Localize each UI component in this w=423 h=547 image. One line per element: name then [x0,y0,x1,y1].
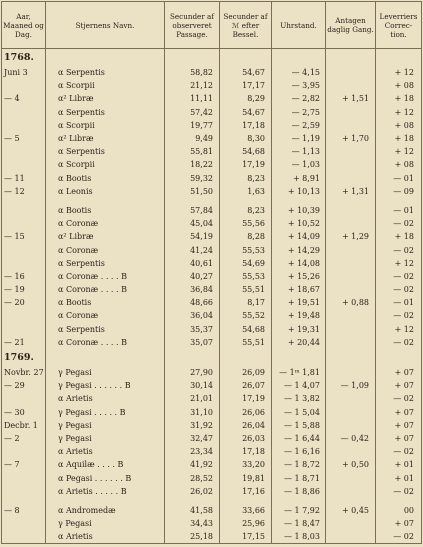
clock-error-cell: + 19,48 [272,309,326,322]
observed-seconds-cell: 25,18 [165,530,220,544]
date-cell [2,204,46,217]
daily-rate-cell [326,79,376,92]
date-cell: — 5 [2,132,46,145]
daily-rate-cell [326,243,376,256]
observed-seconds-cell: 40,27 [165,270,220,283]
table-row [2,296,422,309]
bessel-seconds-cell: 8,23 [220,172,272,185]
clock-error-cell: — 2,82 [272,92,326,105]
table-row [2,243,422,256]
date-cell: Novbr. 27 [2,366,46,379]
date-cell [2,257,46,270]
table-row [2,432,422,445]
daily-rate-cell: + 1,29 [326,230,376,243]
correction-cell: — 09 [376,185,422,198]
bessel-seconds-cell: 54,69 [220,257,272,270]
observed-seconds-cell: 41,24 [165,243,220,256]
star-name-cell: α Serpentis [46,145,165,158]
empty-cell [272,349,326,366]
clock-error-cell: + 19,51 [272,296,326,309]
clock-error-cell: — 1,19 [272,132,326,145]
observed-seconds-cell: 9,49 [165,132,220,145]
daily-rate-cell: + 1,70 [326,132,376,145]
daily-rate-cell [326,283,376,296]
clock-error-cell: + 20,44 [272,336,326,349]
observed-seconds-cell: 36,04 [165,309,220,322]
correction-cell: — 02 [376,392,422,405]
bessel-seconds-cell: 17,17 [220,79,272,92]
correction-cell: + 08 [376,158,422,171]
correction-cell: + 01 [376,471,422,484]
clock-error-cell: — 2,75 [272,106,326,119]
date-cell [2,471,46,484]
star-name-cell: γ Pegasi [46,366,165,379]
empty-cell [326,49,376,67]
date-cell: — 20 [2,296,46,309]
date-cell: — 11 [2,172,46,185]
clock-error-cell: — 1 8,86 [272,485,326,498]
transit-table [1,1,422,544]
table-row [2,392,422,405]
date-cell [2,323,46,336]
daily-rate-cell [326,270,376,283]
observed-seconds-cell: 19,77 [165,119,220,132]
date-cell: — 7 [2,458,46,471]
bessel-seconds-cell: 17,18 [220,445,272,458]
bessel-seconds-cell: 19,81 [220,471,272,484]
correction-cell: + 12 [376,257,422,270]
clock-error-cell: — 1,03 [272,158,326,171]
table-row [2,458,422,471]
bessel-seconds-cell: 33,20 [220,458,272,471]
star-name-cell: α Serpentis [46,66,165,79]
bessel-seconds-cell: 54,68 [220,323,272,336]
date-cell: — 15 [2,230,46,243]
daily-rate-cell [326,145,376,158]
header-bessel: Secunder af ℳ efter Bessel. [220,2,272,49]
star-name-cell: α² Libræ [46,230,165,243]
correction-cell: + 08 [376,79,422,92]
clock-error-cell: + 10,13 [272,185,326,198]
daily-rate-cell [326,309,376,322]
table-row [2,217,422,230]
observed-seconds-cell: 11,11 [165,92,220,105]
bessel-seconds-cell: 25,96 [220,517,272,530]
year-label: 1769. [2,349,46,366]
empty-cell [46,49,165,67]
daily-rate-cell: — 1,09 [326,379,376,392]
correction-cell: + 18 [376,92,422,105]
daily-rate-cell: + 0,88 [326,296,376,309]
date-cell [2,145,46,158]
daily-rate-cell [326,366,376,379]
clock-error-cell: + 14,29 [272,243,326,256]
star-name-cell: γ Pegasi . . . . . . B [46,379,165,392]
correction-cell: — 02 [376,243,422,256]
daily-rate-cell [326,530,376,544]
table-row [2,92,422,105]
date-cell: — 2 [2,432,46,445]
bessel-seconds-cell: 17,16 [220,485,272,498]
bessel-seconds-cell: 55,53 [220,243,272,256]
bessel-seconds-cell: 8,17 [220,296,272,309]
empty-cell [220,49,272,67]
date-cell: — 4 [2,92,46,105]
table-row [2,530,422,544]
star-name-cell: γ Pegasi [46,517,165,530]
year-row [2,349,422,366]
correction-cell: — 01 [376,296,422,309]
bessel-seconds-cell: 26,07 [220,379,272,392]
clock-error-cell: + 10,39 [272,204,326,217]
observed-seconds-cell: 51,50 [165,185,220,198]
daily-rate-cell: — 0,42 [326,432,376,445]
clock-error-cell: + 14,09 [272,230,326,243]
daily-rate-cell [326,158,376,171]
clock-error-cell: — 1ᵐ 1,81 [272,366,326,379]
header-date: Aar, Maaned og Dag. [2,2,46,49]
correction-cell: + 07 [376,379,422,392]
star-name-cell: α Arietis [46,530,165,544]
table-row [2,66,422,79]
empty-cell [376,49,422,67]
correction-cell: — 02 [376,445,422,458]
table-row [2,309,422,322]
daily-rate-cell [326,517,376,530]
clock-error-cell: + 8,91 [272,172,326,185]
star-name-cell: α Serpentis [46,106,165,119]
daily-rate-cell: + 1,31 [326,185,376,198]
observed-seconds-cell: 28,52 [165,471,220,484]
bessel-seconds-cell: 54,67 [220,66,272,79]
daily-rate-cell [326,172,376,185]
empty-cell [376,349,422,366]
correction-cell: + 18 [376,132,422,145]
star-name-cell: α² Libræ [46,92,165,105]
daily-rate-cell [326,392,376,405]
bessel-seconds-cell: 55,52 [220,309,272,322]
clock-error-cell: — 1 6,16 [272,445,326,458]
clock-error-cell: — 1 5,04 [272,406,326,419]
bessel-seconds-cell: 17,15 [220,530,272,544]
star-name-cell: γ Pegasi [46,419,165,432]
correction-cell: + 07 [376,432,422,445]
observed-seconds-cell: 40,61 [165,257,220,270]
observed-seconds-cell: 57,42 [165,106,220,119]
daily-rate-cell [326,204,376,217]
table-row [2,517,422,530]
correction-cell: — 01 [376,204,422,217]
correction-cell: — 02 [376,530,422,544]
date-cell: — 16 [2,270,46,283]
observed-seconds-cell: 21,12 [165,79,220,92]
clock-error-cell: — 1 8,47 [272,517,326,530]
date-cell: Decbr. 1 [2,419,46,432]
correction-cell: + 18 [376,230,422,243]
observed-seconds-cell: 57,84 [165,204,220,217]
observed-seconds-cell: 31,92 [165,419,220,432]
daily-rate-cell [326,471,376,484]
star-name-cell: α Arietis [46,392,165,405]
observed-seconds-cell: 41,58 [165,504,220,517]
bessel-seconds-cell: 1,63 [220,185,272,198]
bessel-seconds-cell: 55,51 [220,336,272,349]
bessel-seconds-cell: 8,30 [220,132,272,145]
correction-cell: — 02 [376,309,422,322]
star-name-cell: α Arietis . . . . . B [46,485,165,498]
empty-cell [272,49,326,67]
table-body [2,49,422,544]
correction-cell: + 07 [376,406,422,419]
correction-cell: + 12 [376,145,422,158]
table-row [2,119,422,132]
star-name-cell: α Arietis [46,445,165,458]
date-cell [2,485,46,498]
observed-seconds-cell: 32,47 [165,432,220,445]
bessel-seconds-cell: 17,19 [220,392,272,405]
table-row [2,158,422,171]
table-row [2,445,422,458]
table-row [2,336,422,349]
star-name-cell: α Scorpii [46,79,165,92]
empty-cell [326,349,376,366]
star-name-cell: α² Libræ [46,132,165,145]
bessel-seconds-cell: 26,09 [220,366,272,379]
table-row [2,185,422,198]
correction-cell: + 12 [376,106,422,119]
date-cell: — 12 [2,185,46,198]
star-name-cell: γ Pegasi . . . . . B [46,406,165,419]
header-clock: Uhrstand. [272,2,326,49]
empty-cell [165,349,220,366]
clock-error-cell: + 14,08 [272,257,326,270]
observed-seconds-cell: 55,81 [165,145,220,158]
star-name-cell: γ Pegasi [46,432,165,445]
clock-error-cell: + 15,26 [272,270,326,283]
observed-seconds-cell: 54,19 [165,230,220,243]
correction-cell: — 01 [376,172,422,185]
date-cell: — 30 [2,406,46,419]
star-name-cell: α Pegasi . . . . . . B [46,471,165,484]
star-name-cell: α Aquilæ . . . . B [46,458,165,471]
star-name-cell: α Serpentis [46,257,165,270]
table-row [2,79,422,92]
table-row [2,132,422,145]
correction-cell: 00 [376,504,422,517]
observed-seconds-cell: 59,32 [165,172,220,185]
year-label: 1768. [2,49,46,67]
date-cell: — 29 [2,379,46,392]
bessel-seconds-cell: 17,19 [220,158,272,171]
clock-error-cell: — 1 3,82 [272,392,326,405]
table-row [2,379,422,392]
correction-cell: + 07 [376,366,422,379]
bessel-seconds-cell: 8,29 [220,92,272,105]
correction-cell: — 02 [376,283,422,296]
clock-error-cell: — 1 7,92 [272,504,326,517]
daily-rate-cell [326,419,376,432]
star-name-cell: α Serpentis [46,323,165,336]
table-row [2,270,422,283]
clock-error-cell: — 2,59 [272,119,326,132]
star-name-cell: α Scorpii [46,119,165,132]
star-name-cell: α Coronæ . . . . B [46,283,165,296]
observed-seconds-cell: 27,90 [165,366,220,379]
correction-cell: + 12 [376,323,422,336]
bessel-seconds-cell: 33,66 [220,504,272,517]
bessel-seconds-cell: 8,28 [220,230,272,243]
date-cell: — 21 [2,336,46,349]
table-row [2,230,422,243]
clock-error-cell: — 4,15 [272,66,326,79]
daily-rate-cell [326,445,376,458]
star-name-cell: α Coronæ [46,309,165,322]
observed-seconds-cell: 58,82 [165,66,220,79]
observed-seconds-cell: 45,04 [165,217,220,230]
date-cell [2,217,46,230]
correction-cell: — 02 [376,270,422,283]
clock-error-cell: — 1 8,03 [272,530,326,544]
empty-cell [46,349,165,366]
star-name-cell: α Coronæ [46,243,165,256]
date-cell [2,392,46,405]
observed-seconds-cell: 36,84 [165,283,220,296]
observed-seconds-cell: 34,43 [165,517,220,530]
bessel-seconds-cell: 26,03 [220,432,272,445]
bessel-seconds-cell: 8,23 [220,204,272,217]
observed-seconds-cell: 30,14 [165,379,220,392]
table-row [2,504,422,517]
correction-cell: — 02 [376,485,422,498]
clock-error-cell: — 1 6,44 [272,432,326,445]
year-row [2,49,422,67]
clock-error-cell: — 1 8,71 [272,471,326,484]
header-correction: Leverriers Correc-tion. [376,2,422,49]
star-name-cell: α Coronæ [46,217,165,230]
daily-rate-cell [326,257,376,270]
correction-cell: + 07 [376,517,422,530]
clock-error-cell: + 10,52 [272,217,326,230]
header-row [2,2,422,49]
date-cell [2,243,46,256]
daily-rate-cell [326,106,376,119]
header-observed: Secunder af observeret Passage. [165,2,220,49]
bessel-seconds-cell: 54,67 [220,106,272,119]
table-row [2,485,422,498]
empty-cell [220,349,272,366]
table-row [2,323,422,336]
correction-cell: — 02 [376,217,422,230]
date-cell [2,309,46,322]
daily-rate-cell [326,66,376,79]
daily-rate-cell [326,323,376,336]
table-row [2,204,422,217]
table-row [2,145,422,158]
bessel-seconds-cell: 55,53 [220,270,272,283]
date-cell [2,158,46,171]
observed-seconds-cell: 41,92 [165,458,220,471]
star-name-cell: α Bootis [46,172,165,185]
date-cell: — 19 [2,283,46,296]
star-name-cell: α Bootis [46,204,165,217]
observed-seconds-cell: 26,02 [165,485,220,498]
date-cell: — 8 [2,504,46,517]
clock-error-cell: + 19,31 [272,323,326,336]
correction-cell: + 12 [376,66,422,79]
table-row [2,406,422,419]
bessel-seconds-cell: 55,51 [220,283,272,296]
table-row [2,106,422,119]
correction-cell: + 08 [376,119,422,132]
table-row [2,471,422,484]
clock-error-cell: — 3,95 [272,79,326,92]
star-name-cell: α Scorpii [46,158,165,171]
observed-seconds-cell: 35,37 [165,323,220,336]
observed-seconds-cell: 21,01 [165,392,220,405]
bessel-seconds-cell: 17,18 [220,119,272,132]
star-name-cell: α Coronæ . . . . B [46,336,165,349]
clock-error-cell: — 1 5,88 [272,419,326,432]
observed-seconds-cell: 35,07 [165,336,220,349]
date-cell: Juni 3 [2,66,46,79]
date-cell [2,530,46,544]
correction-cell: + 07 [376,419,422,432]
clock-error-cell: — 1 8,72 [272,458,326,471]
observed-seconds-cell: 48,66 [165,296,220,309]
daily-rate-cell [326,336,376,349]
table-row [2,366,422,379]
date-cell [2,106,46,119]
observed-seconds-cell: 31,10 [165,406,220,419]
header-rate: Antagen daglig Gang. [326,2,376,49]
daily-rate-cell [326,119,376,132]
correction-cell: + 01 [376,458,422,471]
date-cell [2,79,46,92]
daily-rate-cell: + 1,51 [326,92,376,105]
star-name-cell: α Bootis [46,296,165,309]
daily-rate-cell: + 0,50 [326,458,376,471]
date-cell [2,445,46,458]
observed-seconds-cell: 18,22 [165,158,220,171]
bessel-seconds-cell: 26,04 [220,419,272,432]
daily-rate-cell [326,485,376,498]
header-star: Stjernens Navn. [46,2,165,49]
date-cell [2,517,46,530]
empty-cell [165,49,220,67]
clock-error-cell: — 1,13 [272,145,326,158]
daily-rate-cell [326,217,376,230]
table-row [2,257,422,270]
table-row [2,283,422,296]
table-row [2,419,422,432]
daily-rate-cell [326,406,376,419]
bessel-seconds-cell: 55,56 [220,217,272,230]
clock-error-cell: + 18,67 [272,283,326,296]
date-cell [2,119,46,132]
table-row [2,172,422,185]
correction-cell: — 02 [376,336,422,349]
observed-seconds-cell: 23,34 [165,445,220,458]
star-name-cell: α Coronæ . . . . B [46,270,165,283]
bessel-seconds-cell: 54,68 [220,145,272,158]
star-name-cell: α Leonis [46,185,165,198]
bessel-seconds-cell: 26,06 [220,406,272,419]
star-name-cell: α Andromedæ [46,504,165,517]
daily-rate-cell: + 0,45 [326,504,376,517]
clock-error-cell: — 1 4,07 [272,379,326,392]
